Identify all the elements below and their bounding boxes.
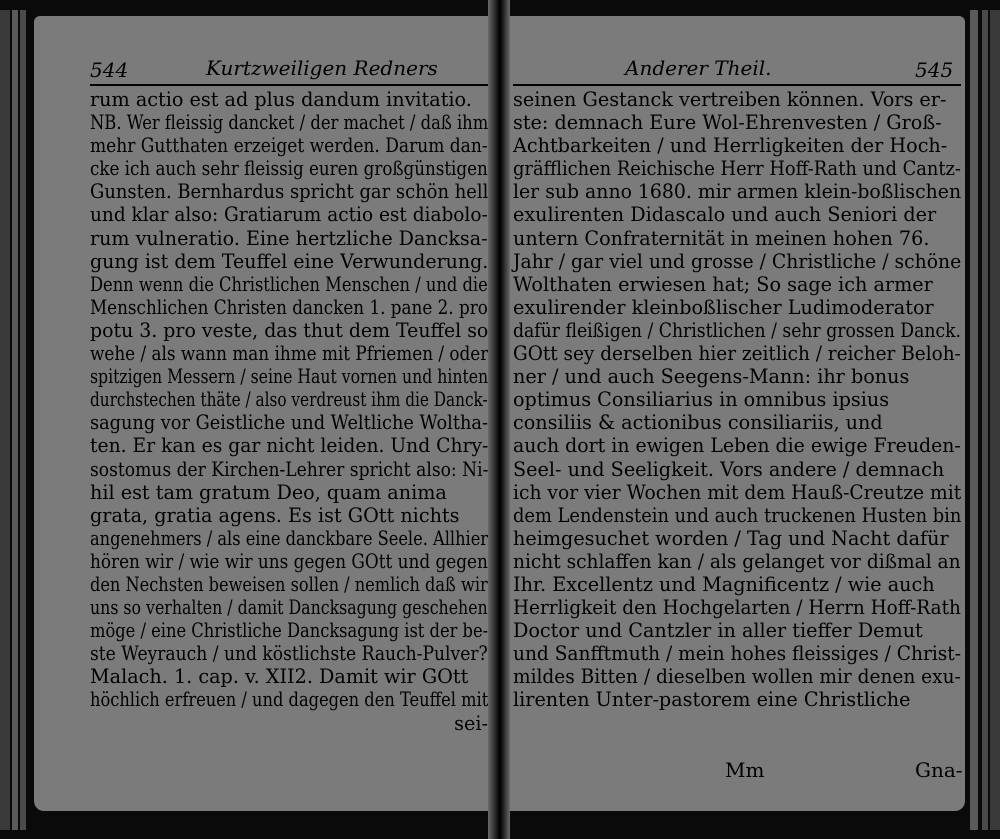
text-line: spitzigen Messern / seine Haut vornen und hinten bbox=[90, 365, 489, 389]
text-line: untern Confraternität in meinen hohen 76. bbox=[513, 226, 930, 250]
signature-mark: Mm bbox=[725, 758, 765, 782]
left-page-header bbox=[34, 54, 492, 84]
text-line: exulirenten Didascalo und auch Seniori der bbox=[513, 203, 937, 227]
text-line: gräfflichen Reichische Herr Hoff-Rath und Cantz- bbox=[513, 157, 961, 181]
text-line: gung ist dem Teuffel eine Verwunderung. bbox=[90, 249, 489, 273]
text-line: den Nechsten beweisen sollen / nemlich daß wir bbox=[90, 572, 488, 596]
text-line: durchstechen thäte / also verdreust ihm die Danck- bbox=[90, 388, 488, 412]
text-line: lirenten Unter-pastorem eine Christliche bbox=[513, 688, 911, 712]
text-line: Denn wenn die Christlichen Menschen / und die bbox=[90, 272, 488, 296]
text-line: rum actio est ad plus dandum invitatio. bbox=[90, 88, 472, 111]
right-page-header bbox=[503, 54, 965, 84]
left-page-body bbox=[90, 88, 492, 735]
text-line: Gunsten. Bernhardus spricht gar schön hell bbox=[90, 180, 489, 204]
text-line: ten. Er kan es gar nicht leiden. Und Chry- bbox=[90, 434, 489, 458]
text-line: consiliis & actionibus consiliariis, und bbox=[513, 411, 883, 435]
left-running-title: Kurtzweiligen Redners bbox=[206, 56, 438, 80]
text-line: mehr Gutthaten erzeiget werden. Darum dan- bbox=[90, 134, 488, 158]
text-line: optimus Consiliarius in omnibus ipsius bbox=[513, 388, 890, 412]
text-line: cke ich auch sehr fleissig euren großgünstigen bbox=[90, 157, 488, 181]
text-line: Malach. 1. cap. v. XII2. Damit wir GOtt bbox=[90, 665, 469, 689]
page-edge bbox=[970, 10, 978, 830]
left-page bbox=[34, 16, 492, 811]
right-page bbox=[503, 16, 965, 811]
header-rule bbox=[513, 84, 961, 86]
text-line: mildes Bitten / dieselben wollen mir denen exu- bbox=[513, 665, 961, 689]
book-gutter bbox=[488, 0, 510, 839]
text-line: angenehmers / als eine danckbare Seele. Allhier bbox=[90, 526, 489, 550]
text-line: möge / eine Christliche Dancksagung ist der be- bbox=[90, 619, 489, 643]
page-edge bbox=[990, 10, 1000, 830]
catchword: Gna- bbox=[915, 758, 963, 782]
text-line: dafür fleißigen / Christlichen / sehr grossen Danck. bbox=[513, 318, 962, 342]
text-line: dem Lendenstein und auch truckenen Husten bin bbox=[513, 503, 962, 527]
text-line: auch dort in ewigen Leben die ewige Freuden- bbox=[513, 434, 961, 458]
page-edge bbox=[20, 10, 26, 830]
text-line: NB. Wer fleissig dancket / der machet / daß ihm bbox=[90, 111, 489, 135]
text-line: Wolthaten erwiesen hat; So sage ich armer bbox=[513, 272, 933, 296]
header-rule bbox=[90, 84, 488, 86]
left-page-number: 544 bbox=[90, 58, 129, 82]
right-running-title: Anderer Theil. bbox=[625, 56, 772, 80]
text-line: GOtt sey derselben hier zeitlich / reicher Beloh- bbox=[513, 342, 961, 366]
text-line: Seel- und Seeligkeit. Vors andere / demnach bbox=[513, 457, 945, 481]
catchword: sei- bbox=[454, 711, 488, 735]
page-edge bbox=[12, 10, 18, 830]
text-line: Menschlichen Christen dancken 1. pane 2. pro bbox=[90, 295, 488, 319]
text-line: potu 3. pro veste, das thut dem Teuffel so bbox=[90, 318, 489, 342]
text-line: ler sub anno 1680. mir armen klein-boßlischen bbox=[513, 180, 962, 204]
text-line: exulirender kleinboßlischer Ludimoderator bbox=[513, 295, 934, 319]
text-line: grata, gratia agens. Es ist GOtt nichts bbox=[90, 503, 460, 527]
text-line: sostomus der Kirchen-Lehrer spricht also: Ni- bbox=[90, 457, 489, 481]
text-line: Achtbarkeiten / und Herrligkeiten der Hoch- bbox=[513, 134, 948, 158]
text-line: höchlich erfreuen / und dagegen den Teuffel mit bbox=[90, 688, 489, 712]
text-line: Ihr. Excellentz und Magnificentz / wie auch bbox=[513, 572, 935, 596]
text-line: Jahr / gar viel und grosse / Christliche / schöne bbox=[513, 249, 962, 273]
text-line: sagung vor Geistliche und Weltliche Woltha- bbox=[90, 411, 488, 435]
text-line: ich vor vier Wochen mit dem Hauß-Creutze mit bbox=[513, 480, 962, 504]
text-line: nicht schlaffen kan / als gelanget vor dißmal an bbox=[513, 549, 961, 573]
text-line: heimgesuchet worden / Tag und Nacht dafür bbox=[513, 526, 949, 550]
text-line: und Sanfftmuth / mein hohes fleissiges / Christ- bbox=[513, 642, 962, 666]
page-edge bbox=[982, 10, 988, 830]
text-line: und klar also: Gratiarum actio est diabolo- bbox=[90, 203, 488, 227]
right-page-body bbox=[513, 88, 965, 712]
page-edge bbox=[0, 10, 10, 830]
text-line: ner / und auch Seegens-Mann: ihr bonus bbox=[513, 365, 910, 389]
text-line: seinen Gestanck vertreiben können. Vors er- bbox=[513, 88, 947, 111]
text-line: ste: demnach Eure Wol-Ehrenvesten / Groß- bbox=[513, 111, 942, 135]
text-line: uns so verhalten / damit Dancksagung geschehen bbox=[90, 596, 488, 620]
text-line: rum vulneratio. Eine hertzliche Dancksa- bbox=[90, 226, 488, 250]
text-line: hil est tam gratum Deo, quam anima bbox=[90, 480, 447, 504]
right-page-number: 545 bbox=[915, 58, 954, 82]
text-line: hören wir / wie wir uns gegen GOtt und gegen bbox=[90, 549, 488, 573]
text-line: ste Weyrauch / und köstlichste Rauch-Pulver? bbox=[90, 642, 488, 666]
text-line: Doctor und Cantzler in aller tieffer Demut bbox=[513, 619, 923, 643]
text-line: wehe / als wann man ihme mit Pfriemen / oder bbox=[90, 342, 489, 366]
text-line: Herrligkeit den Hochgelarten / Herrn Hoff-Rath bbox=[513, 596, 961, 620]
